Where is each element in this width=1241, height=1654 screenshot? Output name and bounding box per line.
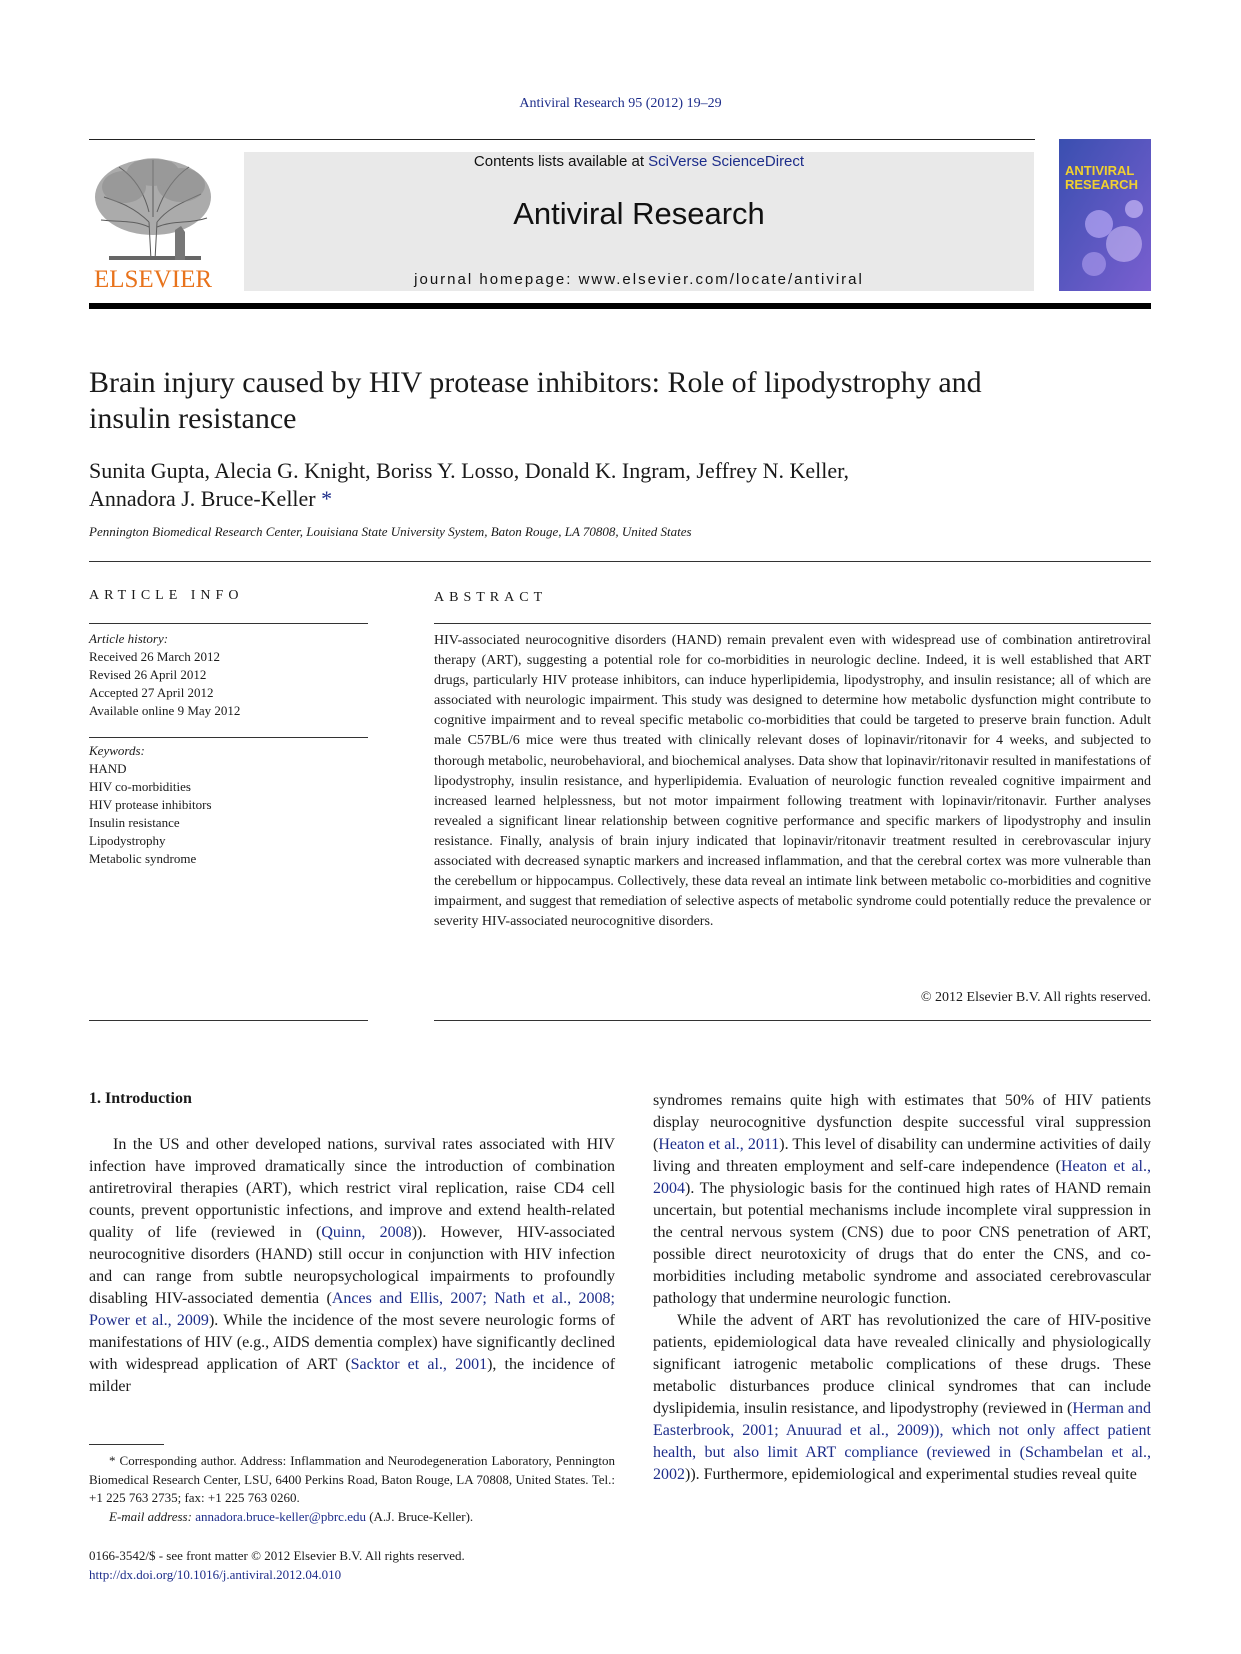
body-text: syndromes remains quite high with estimates that 50% of HIV patients display neurocognitive dysfunction despite successful viral suppression ( [653,1092,1151,1153]
abstract-copyright: © 2012 Elsevier B.V. All rights reserved. [920,990,1151,1005]
body-text: In the US and other developed nations, survival rates associated with HIV infection have improved dramatically since the introduction of combination antiretroviral therapies (ART), which restrict viral replication, raise CD4 cell counts, prevent opportunistic infections, and improve and extend health-related quality of life (reviewed in ( [89,1136,615,1241]
header-rule [89,139,1035,140]
section-heading-introduction: 1. Introduction [89,1090,192,1107]
header-thick-rule [89,303,1151,309]
email-owner: (A.J. Bruce-Keller). [369,1508,474,1524]
contents-prefix: Contents lists available at [473,153,649,170]
body-text: ). While the incidence of the most severe neurologic forms of manifestations of HIV (e.g., AIDS dementia complex) have significantly declined with widespread application of ART ( [89,1312,616,1373]
keyword-item: HIV protease inhibitors [89,797,212,812]
article-info-bottom-rule [89,1020,368,1021]
affiliation: Pennington Biomedical Research Center, Louisiana State University System, Baton Rouge, LA 70808, United States [89,524,692,539]
body-column-left [89,1134,615,1398]
body-text: ), the incidence of milder [89,1356,616,1395]
svg-text:RESEARCH: RESEARCH [1065,177,1138,192]
front-matter [89,1547,689,1584]
article-title: Brain injury caused by HIV protease inhibitors: Role of lipodystrophy and insulin resistance [89,366,982,435]
body-text: ). This level of disability can undermine activities of daily living and threaten employment and self-care independence ( [653,1136,1151,1175]
intro-paragraph-2 [653,1310,1151,1486]
corresponding-author-footnote [89,1452,615,1526]
doi-link[interactable]: http://dx.doi.org/10.1016/j.antiviral.2012.04.010 [89,1566,342,1582]
author-list [89,457,1049,513]
authors-line-1: Sunita Gupta, Alecia G. Knight, Boriss Y. Losso, Donald K. Ingram, Jeffrey N. Keller, [89,458,850,483]
article-history [89,630,369,720]
history-item: Accepted 27 April 2012 [89,685,214,700]
body-column-right [653,1090,1151,1486]
citation-link[interactable]: Ances and Ellis, 2007; Nath et al., 2008; Power et al., 2009 [89,1290,615,1329]
issn-line: 0166-3542/$ - see front matter © 2012 Elsevier B.V. All rights reserved. [89,1548,465,1563]
keyword-item: Lipodystrophy [89,833,166,848]
keyword-item: HAND [89,761,127,776]
citation-link[interactable]: Heaton et al., 2004 [653,1158,1152,1197]
abstract-text: HIV-associated neurocognitive disorders (HAND) remain prevalent even with widespread use of combination antiretroviral therapy (ART), suggesting a potential role for co-morbidities in neurologic decline. Indeed, it is well established that ART drugs, particularly HIV protease inhibitors, can induce hyperlipidemia, lipodystrophy, and insulin resistance; all of which are associated with neurologic impairment. This study was designed to determine how metabolic dysfunction might contribute to cognitive impairment and to reveal specific metabolic co-morbidities that could be targeted to preserve brain function. Adult male C57BL/6 mice were thus treated with clinically relevant doses of lopinavir/ritonavir for 4 weeks, and subjected to thorough metabolic, neurobehavioral, and biochemical analyses. Data show that lopinavir/ritonavir resulted in manifestations of lipodystrophy, insulin resistance, and hyperlipidemia. Evaluation of neurologic function revealed cognitive impairment and increased learned helplessness, but not motor impairment following treatment with lopinavir/ritonavir. Further analyses revealed a significant linear relationship between cognitive performance and specific markers of lipodystrophy and insulin resistance. Finally, analysis of brain injury indicated that lopinavir/ritonavir treatment resulted in cerebrovascular injury associated with decreased synaptic markers and increased inflammation, and that the cerebral cortex was more vulnerable than the cerebellum or hippocampus. Collectively, these data reveal an intimate link between metabolic co-morbidities and cognitive impairment, and suggest that remediation of selective aspects of metabolic syndrome could potentially reduce the prevalence or severity HIV-associated neurocognitive disorders. [434,633,1151,930]
journal-citation[interactable]: Antiviral Research 95 (2012) 19–29 [519,96,722,111]
abstract-bottom-rule [434,1020,1151,1021]
body-text: ). The physiologic basis for the continued high rates of HAND remain uncertain, but potential mechanisms include incomplete viral suppression in the central nervous system (CNS) due to poor CNS penetration of ART, possible direct neurotoxicity of drugs that do enter the CNS, and co-morbidities including metabolic syndrome and associated cerebrovascular pathology that undermine neurologic function. [653,1180,1151,1307]
article-info-heading: ARTICLE INFO [89,588,244,603]
abstract-rule [434,623,1151,624]
citation-link[interactable]: Sacktor et al., 2001 [350,1356,488,1373]
keywords-rule [89,737,368,738]
history-item: Available online 9 May 2012 [89,703,241,718]
email-label: E-mail address: [109,1508,192,1524]
keywords-label: Keywords: [89,743,145,758]
citation-link[interactable]: Herman and Easterbrook, 2001; Anuurad et al., 2009)), which not only affect patient health, but also limit ART compliance (reviewed in (Schambelan et al., 2002 [653,1400,1151,1483]
intro-paragraph-1 [89,1134,615,1398]
body-text: )). However, HIV-associated neurocognitive disorders (HAND) still occur in conjunction with HIV infection and can range from subtle neuropsychological impairments to profoundly disabling HIV-associated dementia ( [89,1224,616,1307]
keyword-item: HIV co-morbidities [89,779,191,794]
journal-cover-image [1059,139,1151,291]
corresponding-author-marker[interactable]: * [321,486,333,511]
footnote-address: * Corresponding author. Address: Inflammation and Neurodegeneration Laboratory, Pennington Biomedical Research Center, LSU, 6400 Perkins Road, Baton Rouge, LA 70808, United States. Tel.: +1 225 763 2735; fax: +1 225 763 0260. [89,1453,615,1505]
history-item: Received 26 March 2012 [89,649,221,664]
keyword-item: Insulin resistance [89,815,180,830]
affiliation-rule [89,561,1151,562]
author-email-link[interactable]: annadora.bruce-keller@pbrc.edu [195,1508,366,1524]
journal-homepage[interactable]: journal homepage: www.elsevier.com/locate/antiviral [414,271,864,288]
intro-paragraph-1-continued [653,1090,1151,1310]
keywords [89,742,369,868]
body-text: While the advent of ART has revolutionized the care of HIV-positive patients, epidemiological data have revealed clinically and physiologically significant iatrogenic metabolic complications of these drugs. These metabolic disturbances produce clinical syndromes that can include dyslipidemia, insulin resistance, and lipodystrophy (reviewed in ( [653,1312,1151,1417]
body-text: )). Furthermore, epidemiological and experimental studies reveal quite [685,1466,1137,1483]
abstract-heading: ABSTRACT [434,590,548,605]
keyword-item: Metabolic syndrome [89,851,197,866]
authors-line-2: Annadora J. Bruce-Keller [89,486,316,511]
history-label: Article history: [89,631,169,646]
citation-link[interactable]: Quinn, 2008 [321,1224,412,1241]
svg-text:ANTIVIRAL: ANTIVIRAL [1065,163,1135,178]
citation-link[interactable]: Heaton et al., 2011 [658,1136,780,1153]
history-item: Revised 26 April 2012 [89,667,207,682]
contents-line [244,153,1034,170]
footnote-rule [89,1444,164,1445]
journal-title: Antiviral Research [513,196,765,231]
sciencedirect-link[interactable]: SciVerse ScienceDirect [648,153,805,170]
article-info-rule [89,623,368,624]
elsevier-wordmark: ELSEVIER [93,266,213,293]
